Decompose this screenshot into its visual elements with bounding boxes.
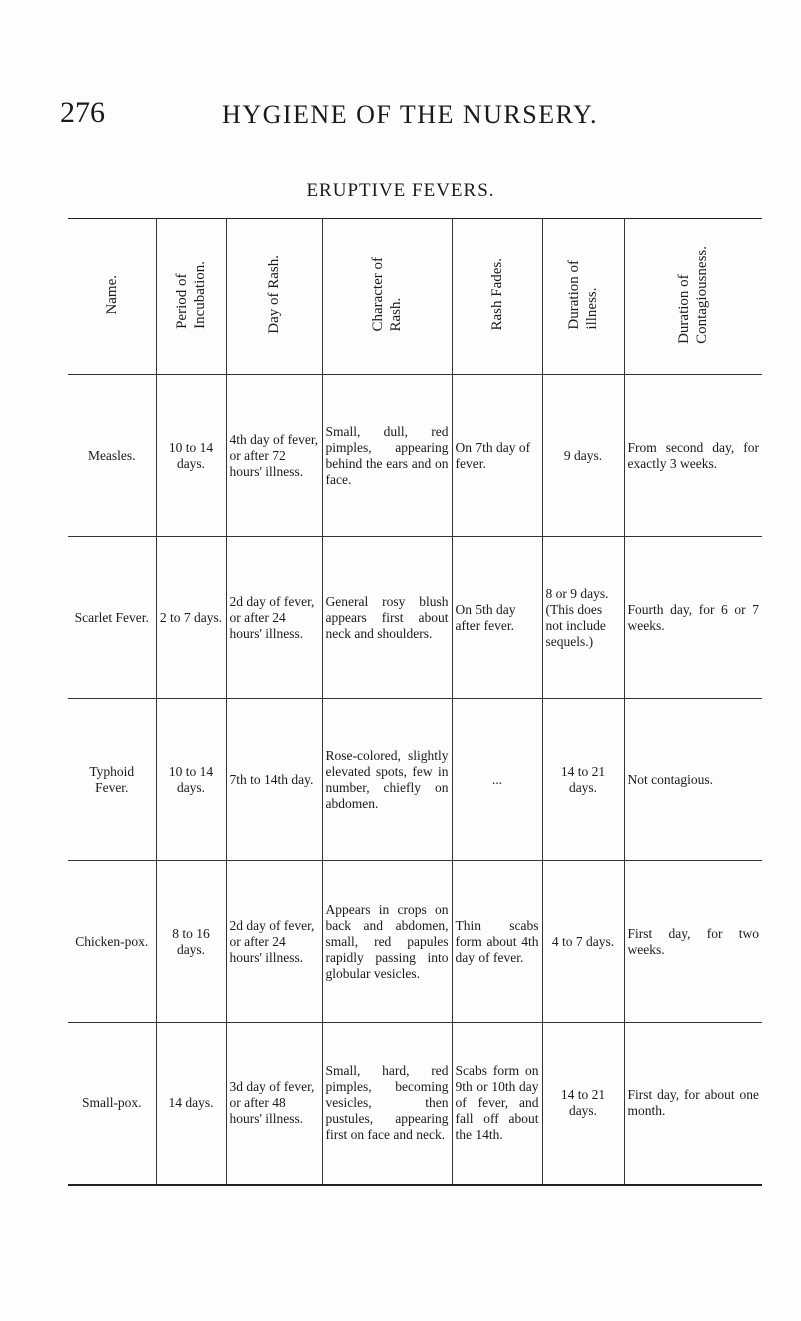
- cell-incubation: 10 to 14 days.: [156, 699, 226, 861]
- header-incubation: Period of Incubation.: [174, 260, 208, 329]
- cell-contagiousness: From second day, for exactly 3 weeks.: [624, 375, 762, 537]
- table-row: [68, 861, 762, 1023]
- cell-duration: 14 to 21 days.: [542, 699, 624, 861]
- cell-duration: 14 to 21 days.: [542, 1023, 624, 1185]
- running-title: HYGIENE OF THE NURSERY.: [222, 100, 598, 129]
- cell-contagiousness: First day, for about one month.: [624, 1023, 762, 1185]
- cell-rash-fades: Thin scabs form about 4th day of fever.: [452, 861, 542, 1023]
- cell-duration: 9 days.: [542, 375, 624, 537]
- header-cell: [322, 219, 452, 375]
- header-name: Name.: [103, 274, 120, 315]
- table-row: [68, 699, 762, 861]
- header-cell: [226, 219, 322, 375]
- cell-day-of-rash: 2d day of fever, or after 24 hours' illness.: [226, 861, 322, 1023]
- cell-rash-fades: On 5th day after fever.: [452, 537, 542, 699]
- header-cell: [156, 219, 226, 375]
- header-cell: [68, 219, 156, 375]
- header-day-of-rash: Day of Rash.: [266, 255, 282, 334]
- cell-name: Scarlet Fever.: [68, 537, 156, 699]
- cell-duration: 4 to 7 days.: [542, 861, 624, 1023]
- cell-day-of-rash: 4th day of fever, or after 72 hours' illness.: [226, 375, 322, 537]
- cell-rash-fades: Scabs form on 9th or 10th day of fever, and fall off about the 14th.: [452, 1023, 542, 1185]
- cell-contagiousness: First day, for two weeks.: [624, 861, 762, 1023]
- table-header-row: [68, 219, 762, 375]
- cell-day-of-rash: 2d day of fever, or after 24 hours' illness.: [226, 537, 322, 699]
- cell-incubation: 10 to 14 days.: [156, 375, 226, 537]
- cell-rash-fades: On 7th day of fever.: [452, 375, 542, 537]
- cell-character: Rose-colored, slightly elevated spots, few in number, chiefly on abdomen.: [322, 699, 452, 861]
- cell-character: Small, dull, red pimples, appearing behind the ears and on face.: [322, 375, 452, 537]
- table-row: [68, 1023, 762, 1185]
- cell-name: Chicken-pox.: [68, 861, 156, 1023]
- cell-incubation: 2 to 7 days.: [156, 537, 226, 699]
- table-title: ERUPTIVE FEVERS.: [306, 180, 495, 201]
- cell-day-of-rash: 7th to 14th day.: [226, 699, 322, 861]
- cell-contagiousness: Fourth day, for 6 or 7 weeks.: [624, 537, 762, 699]
- cell-incubation: 14 days.: [156, 1023, 226, 1185]
- cell-name: Typhoid Fever.: [68, 699, 156, 861]
- header-character: Character of Rash.: [370, 257, 404, 332]
- cell-name: Small-pox.: [68, 1023, 156, 1185]
- table-row: [68, 375, 762, 537]
- header-duration: Duration of illness.: [566, 259, 600, 330]
- cell-character: Small, hard, red pimples, becoming vesicles, then pustules, appearing first on face and neck.: [322, 1023, 452, 1185]
- cell-character: General rosy blush appears first about neck and shoulders.: [322, 537, 452, 699]
- cell-day-of-rash: 3d day of fever, or after 48 hours' illness.: [226, 1023, 322, 1185]
- cell-duration: 8 or 9 days. (This does not include sequels.): [542, 537, 624, 699]
- cell-character: Appears in crops on back and abdomen, small, red papules rapidly passing into globular vesicles.: [322, 861, 452, 1023]
- cell-rash-fades: ...: [452, 699, 542, 861]
- cell-incubation: 8 to 16 days.: [156, 861, 226, 1023]
- page-number: 276: [60, 96, 105, 129]
- table-row: [68, 537, 762, 699]
- header-contagiousness: Duration of Contagiousness.: [676, 245, 711, 344]
- eruptive-fevers-table: [68, 218, 762, 1186]
- header-rash-fades: Rash Fades.: [489, 258, 505, 331]
- header-cell: [452, 219, 542, 375]
- header-cell: [542, 219, 624, 375]
- cell-contagiousness: Not contagious.: [624, 699, 762, 861]
- cell-name: Measles.: [68, 375, 156, 537]
- header-cell: [624, 219, 762, 375]
- page-header: [60, 96, 760, 136]
